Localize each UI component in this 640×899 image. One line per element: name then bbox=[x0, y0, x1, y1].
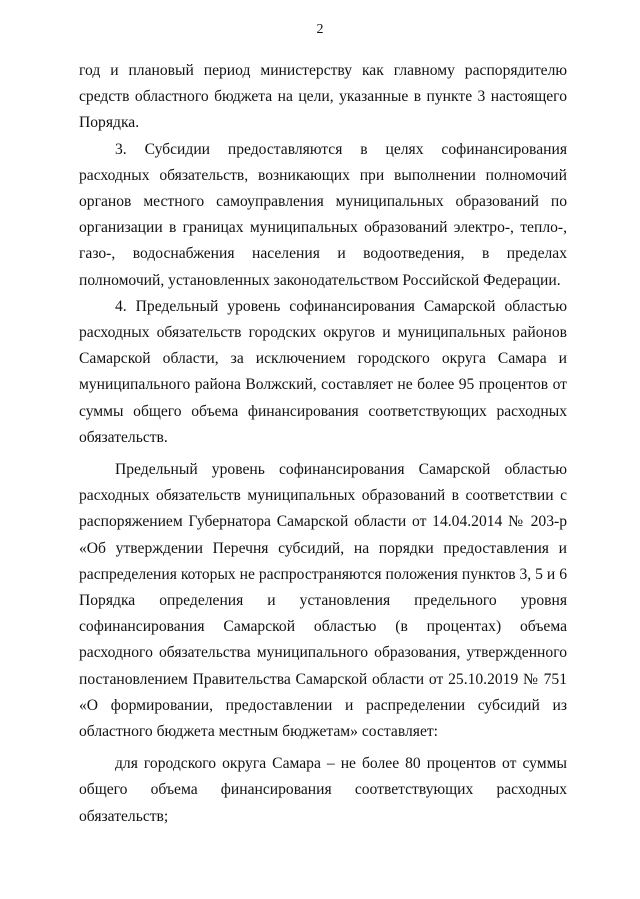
paragraph-limit-level: Предельный уровень софинансирования Самарской областью расходных обязательств муниципальных образований в соответствии с распоряжением Губернатора Самарской области от 14.04.2014 № 203-р «Об утверждении Перечня субсидий, на порядки предоставления и распределения которых не распространяются положения пунктов 3, 5 и 6 Порядка определения и установления предельного уровня софинансирования Самарской областью (в процентах) объема расходного обязательства муниципального образования, утвержденного постановлением Правительства Самарской области от 25.10.2019 № 751 «О формировании, предоставлении и распределении субсидий из областного бюджета местным бюджетам» составляет: bbox=[79, 461, 567, 741]
document-body bbox=[79, 58, 567, 830]
paragraph-item-4: 4. Предельный уровень софинансирования Самарской областью расходных обязательств городских округов и муниципальных районов Самарской области, за исключением городского округа Самара и муниципального района Волжский, составляет не более 95 процентов от суммы общего объема финансирования соответствующих расходных обязательств. bbox=[79, 297, 567, 446]
paragraph-item-3: 3. Субсидии предоставляются в целях софинансирования расходных обязательств, возникающих при выполнении полномочий органов местного самоуправления муниципальных образований по организации в границах муниципальных образований электро-, тепло-, газо-, водоснабжения населения и водоотведения, в пределах полномочий, установленных законодательством Российской Федерации. bbox=[79, 140, 567, 289]
paragraph-samara-district: для городского округа Самара – не более 80 процентов от суммы общего объема финансирования соответствующих расходных обязательств; bbox=[79, 755, 567, 825]
paragraph-continuation: год и плановый период министерству как главному распорядителю средств областного бюджета на цели, указанные в пункте 3 настоящего Порядка. bbox=[79, 62, 567, 132]
page-number: 2 bbox=[316, 22, 324, 37]
